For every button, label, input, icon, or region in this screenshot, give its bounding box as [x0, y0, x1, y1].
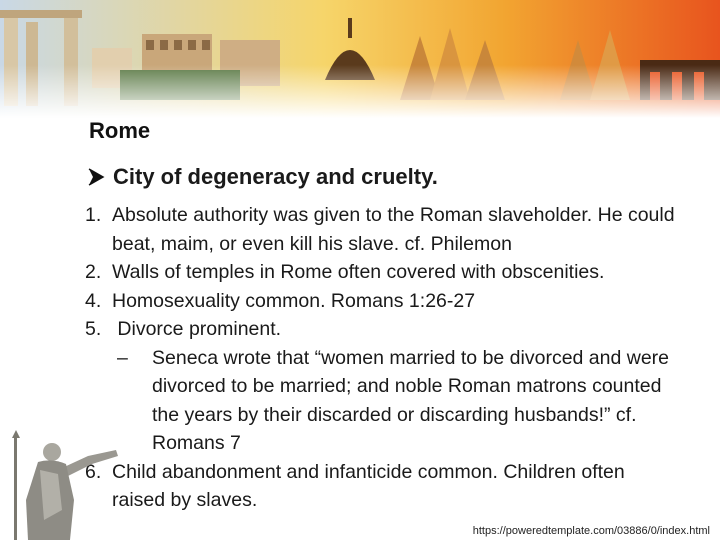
roman-statue-image — [0, 430, 130, 540]
header-banner-image — [0, 0, 720, 118]
list-number: 2. — [85, 261, 102, 283]
list-text: Absolute authority was given to the Roman slaveholder. He could beat, maim, or even kill his slave. cf. Philemon — [112, 204, 675, 255]
main-bullet-text: City of degeneracy and cruelty. — [113, 164, 438, 189]
list-item — [85, 287, 715, 316]
slide-title: Rome — [89, 118, 151, 143]
list-item — [85, 201, 715, 258]
list-number: 1. — [85, 204, 102, 226]
list-item — [85, 258, 715, 287]
list-number: 5. — [85, 318, 102, 340]
numbered-list — [85, 201, 715, 515]
footer-url[interactable]: https://poweredtemplate.com/03886/0/index.html — [472, 525, 710, 537]
list-number: 6. — [85, 460, 102, 483]
sub-list-text: Seneca wrote that “women married to be divorced and were divorced to be married; and noble Roman matrons counted the years by their discarded or discarding husbands!” cf. Romans 7 — [152, 346, 670, 454]
main-bullet — [86, 164, 438, 190]
dash-bullet: – — [117, 346, 128, 369]
list-text: Divorce prominent. — [112, 318, 282, 340]
list-text: Walls of temples in Rome often covered with obscenities. — [112, 261, 605, 283]
list-number: 4. — [85, 289, 102, 312]
list-text: Child abandonment and infanticide common. Children often raised by slaves. — [112, 460, 625, 511]
list-text: Homosexuality common. Romans 1:26-27 — [112, 289, 476, 312]
arrow-bullet-icon — [86, 167, 106, 187]
list-item — [85, 458, 715, 515]
sub-list-item — [85, 344, 715, 458]
list-item — [85, 315, 715, 344]
